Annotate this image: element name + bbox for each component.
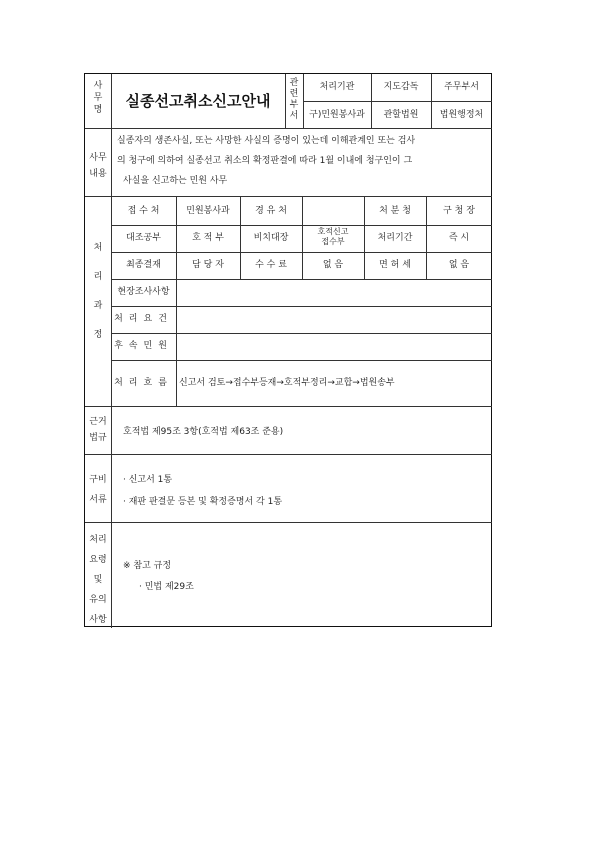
rule bbox=[176, 196, 177, 406]
supervision-header: 지도감독 bbox=[383, 82, 419, 92]
rule bbox=[111, 333, 492, 334]
documents-label-line: 구비 bbox=[89, 475, 107, 485]
basis-label bbox=[85, 414, 111, 446]
document-item: · 신고서 1통 bbox=[123, 475, 173, 485]
requirements-label: 처리요건 bbox=[114, 314, 173, 324]
content-line: 의 청구에 의하여 실종선고 취소의 확정판결에 따라 1월 이내에 청구인이 그 bbox=[117, 156, 413, 166]
notes-label bbox=[85, 530, 111, 630]
register-value-line: 접수부 bbox=[321, 237, 345, 246]
documents-label-line: 서류 bbox=[89, 495, 107, 505]
related-dept-char: 련 bbox=[289, 89, 299, 99]
disposition-office-label: 처 분 청 bbox=[379, 206, 411, 216]
basis-text: 호적법 제95조 3항(호적법 제63조 준용) bbox=[123, 427, 284, 437]
document-item: · 재판 판결문 등본 및 확정증명서 각 1통 bbox=[123, 497, 283, 507]
rule bbox=[85, 522, 492, 523]
related-dept-char: 부 bbox=[289, 100, 299, 110]
civil-affairs-form bbox=[84, 73, 492, 627]
register-value bbox=[302, 227, 364, 247]
rule bbox=[111, 360, 492, 361]
process-label bbox=[85, 234, 111, 350]
flow-label: 처리흐름 bbox=[114, 378, 173, 388]
rule bbox=[85, 196, 492, 197]
rule bbox=[85, 454, 492, 455]
reference-ledger-value: 호 적 부 bbox=[192, 233, 224, 243]
content-label-line: 사무 bbox=[89, 153, 107, 163]
page-title: 실종선고취소신고안내 bbox=[125, 92, 271, 110]
reference-title: ※ 참고 규정 bbox=[123, 561, 172, 571]
processing-agency-value: 구)민원봉사과 bbox=[309, 110, 365, 120]
rule bbox=[111, 306, 492, 307]
register-value-line: 호적신고 bbox=[317, 227, 349, 236]
affair-label bbox=[85, 80, 111, 116]
affair-label-char: 명 bbox=[93, 105, 103, 115]
process-label-char: 정 bbox=[93, 330, 103, 340]
notes-label-line: 처리 bbox=[89, 535, 107, 545]
fee-value: 없 음 bbox=[322, 260, 344, 270]
content-label bbox=[85, 150, 111, 182]
flow-value: 신고서 검토→접수부등재→호적부정리→교합→법원송부 bbox=[179, 378, 395, 388]
notes-label-line: 사항 bbox=[89, 615, 107, 625]
affair-label-char: 사 bbox=[93, 81, 103, 91]
processing-period-label: 처리기간 bbox=[377, 233, 413, 243]
process-label-char: 과 bbox=[93, 301, 103, 311]
fee-label: 수 수 료 bbox=[255, 260, 287, 270]
basis-label-line: 법규 bbox=[89, 433, 107, 443]
content-label-line: 내용 bbox=[89, 169, 107, 179]
related-dept-char: 관 bbox=[289, 78, 299, 88]
related-dept-char: 서 bbox=[289, 111, 299, 121]
processing-agency-header: 처리기관 bbox=[319, 82, 355, 92]
receipt-office-value: 민원봉사과 bbox=[186, 206, 230, 216]
rule bbox=[85, 406, 492, 407]
content-line: 사실을 신고하는 민원 사무 bbox=[123, 176, 228, 186]
receipt-office-label: 접 수 처 bbox=[127, 206, 160, 216]
affair-label-char: 무 bbox=[93, 93, 103, 103]
rule bbox=[111, 279, 492, 280]
reference-ledger-label: 대조공부 bbox=[126, 233, 161, 243]
documents-label bbox=[85, 470, 111, 510]
rule bbox=[85, 128, 492, 129]
content-text bbox=[117, 131, 493, 191]
license-tax-label: 면 허 세 bbox=[379, 260, 411, 270]
notes-label-line: 및 bbox=[93, 575, 103, 585]
license-tax-value: 없 음 bbox=[448, 260, 470, 270]
follow-up-label: 후속민원 bbox=[114, 341, 173, 351]
register-label: 비치대장 bbox=[253, 233, 289, 243]
responsible-dept-value: 법원행정처 bbox=[439, 110, 484, 120]
basis-label-line: 근거 bbox=[89, 417, 107, 427]
final-approval-label: 최종결재 bbox=[126, 260, 161, 270]
final-approval-value: 담 당 자 bbox=[192, 260, 224, 270]
disposition-office-value: 구 청 장 bbox=[443, 206, 475, 216]
content-line: 실종자의 생존사실, 또는 사망한 사실의 증명이 있는데 이해관계인 또는 검사 bbox=[117, 136, 416, 146]
supervision-value: 관할법원 bbox=[383, 110, 419, 120]
reference-item: · 민법 제29조 bbox=[139, 582, 194, 592]
site-survey-label: 현장조사사항 bbox=[117, 287, 170, 297]
via-office-label: 경 유 처 bbox=[255, 206, 287, 216]
related-dept-label bbox=[285, 78, 303, 122]
process-label-char: 리 bbox=[93, 272, 103, 282]
rule bbox=[303, 101, 492, 102]
process-label-char: 처 bbox=[93, 243, 103, 253]
processing-period-value: 즉 시 bbox=[448, 233, 470, 243]
notes-label-line: 요령 bbox=[89, 555, 107, 565]
notes-label-line: 유의 bbox=[89, 595, 107, 605]
responsible-dept-header: 주무부서 bbox=[444, 82, 479, 92]
